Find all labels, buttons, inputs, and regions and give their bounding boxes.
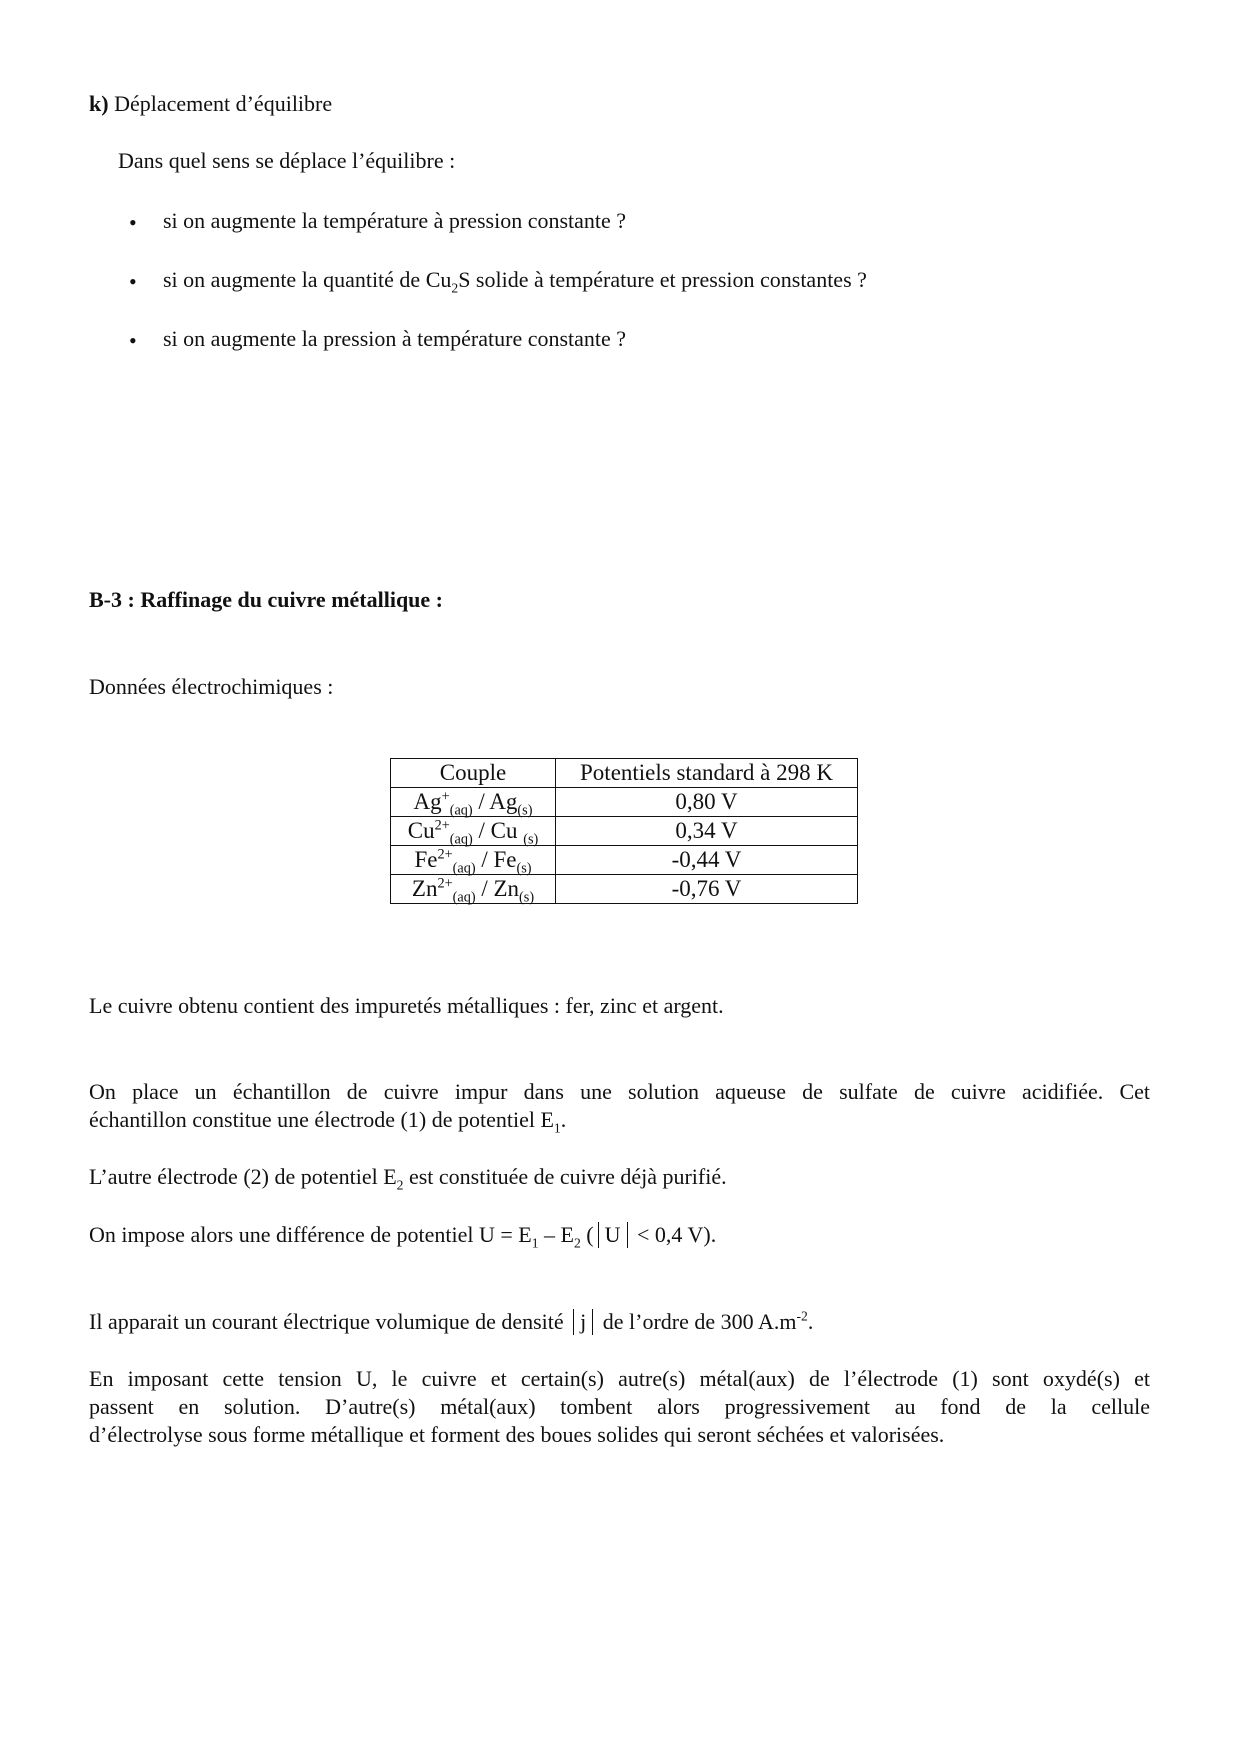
standard-potentials-table bbox=[390, 758, 858, 904]
standard-potential-cell: -0,76 V bbox=[556, 875, 858, 904]
table-header-row bbox=[391, 759, 858, 788]
paragraph-potential-difference: On impose alors une différence de potentiel $U = E_1 - E_2$ ( U < 0,4 V). bbox=[89, 1222, 717, 1251]
paragraph-electrode-2: L’autre électrode (2) de potentiel $E_2$ est constituée de cuivre déjà purifié. bbox=[89, 1164, 727, 1193]
standard-potential-cell: 0,34 V bbox=[556, 817, 858, 846]
table-row bbox=[391, 846, 858, 875]
table-row bbox=[391, 817, 858, 846]
paragraph-oxidation-line3: d’électrolyse sous forme métallique et forment des boues solides qui seront séchées et valorisées. bbox=[89, 1422, 945, 1447]
paragraph-sample-line2: échantillon constitue une électrode (1) de potentiel $E_1$. bbox=[89, 1107, 567, 1136]
absolute-value-u: U bbox=[598, 1222, 628, 1248]
electrochemical-data-intro: Données électrochimiques : bbox=[89, 674, 334, 699]
redox-couple-cell: $Ag^+_{(aq)} / Ag_{(s)}$ bbox=[391, 788, 556, 817]
section-b3-title: B-3 : Raffinage du cuivre métallique : bbox=[89, 587, 444, 612]
bullet-2-text: si on augmente la quantité de $Cu_2S$ solide à température et pression constantes ? bbox=[163, 267, 867, 296]
redox-couple-cell: $Cu^{2+}_{(aq)}$ / Cu $_{(s)}$ bbox=[391, 817, 556, 846]
section-k-title: Déplacement d’équilibre bbox=[114, 91, 333, 116]
redox-couple-cell: $Fe^{2+}_{(aq)} / Fe_{(s)}$ bbox=[391, 846, 556, 875]
bullet-1-text: si on augmente la température à pression constante ? bbox=[163, 208, 627, 233]
table-row bbox=[391, 875, 858, 904]
section-k-heading bbox=[89, 90, 332, 118]
paragraph-impurities: Le cuivre obtenu contient des impuretés métalliques : fer, zinc et argent. bbox=[89, 993, 724, 1018]
section-k-label: k) bbox=[89, 91, 109, 116]
section-k-question: Dans quel sens se déplace l’équilibre : bbox=[118, 148, 456, 173]
standard-potential-cell: 0,80 V bbox=[556, 788, 858, 817]
bullet-2-marker: • bbox=[129, 269, 137, 294]
bullet-3-text: si on augmente la pression à température constante ? bbox=[163, 326, 627, 351]
paragraph-oxidation-line1: En imposant cette tension U, le cuivre et certain(s) autre(s) métal(aux) de l’électrode (1) sont oxydé(s) et bbox=[89, 1366, 1150, 1391]
table-row bbox=[391, 788, 858, 817]
paragraph-current-density: Il apparait un courant électrique volumique de densité j de l’ordre de 300 $A.m^{-2}$. bbox=[89, 1308, 814, 1334]
column-header-couple: Couple bbox=[391, 759, 556, 788]
column-header-potential: Potentiels standard à 298 K bbox=[556, 759, 858, 788]
standard-potential-cell: -0,44 V bbox=[556, 846, 858, 875]
bullet-3-marker: • bbox=[129, 328, 137, 353]
absolute-value-j: j bbox=[573, 1309, 593, 1335]
paragraph-oxidation-line2: passent en solution. D’autre(s) métal(aux) tombent alors progressivement au fond de la cellule bbox=[89, 1394, 1150, 1419]
bullet-1-marker: • bbox=[129, 210, 137, 235]
redox-couple-cell: $Zn^{2+}_{(aq)} / Zn_{(s)}$ bbox=[391, 875, 556, 904]
paragraph-sample-line1: On place un échantillon de cuivre impur dans une solution aqueuse de sulfate de cuivre acidifiée. Cet bbox=[89, 1079, 1150, 1104]
